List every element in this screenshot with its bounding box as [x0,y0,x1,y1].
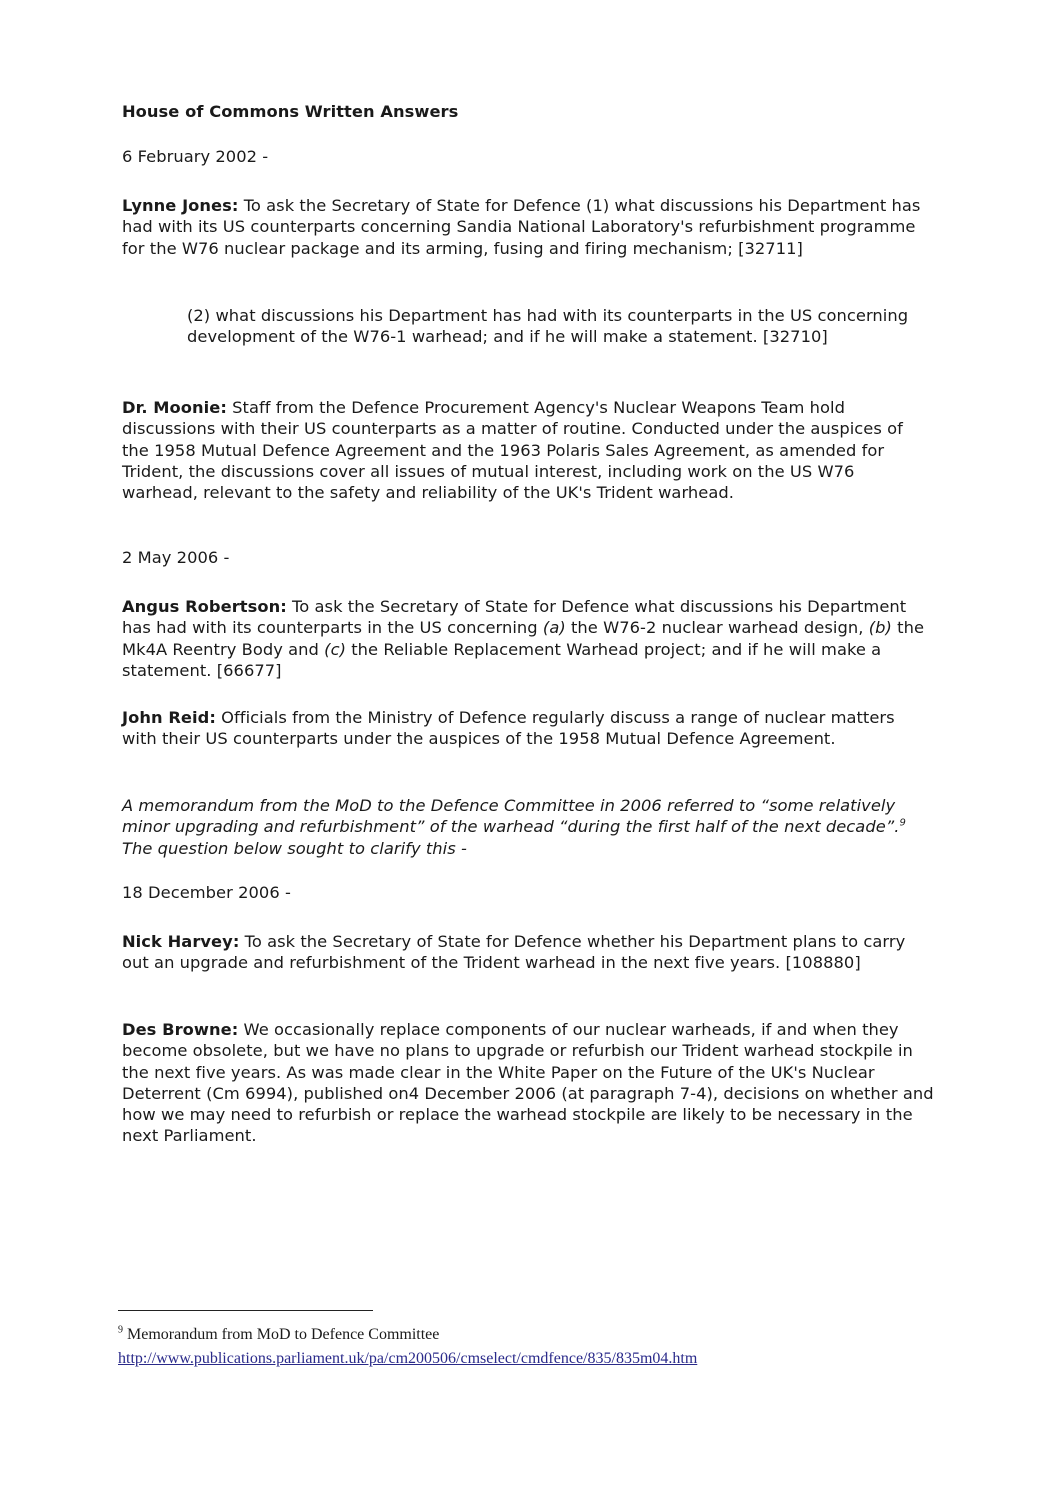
question-paragraph [122,195,934,259]
speaker-name: John Reid: [122,708,216,727]
date-heading: 2 May 2006 - [122,548,230,567]
editorial-note [122,795,934,859]
speaker-name: Angus Robertson: [122,597,287,616]
document-title: House of Commons Written Answers [122,102,459,121]
footnote-text: Memorandum from MoD to Defence Committee [127,1326,440,1343]
question-paragraph [122,596,934,681]
answer-text: Officials from the Ministry of Defence regularly discuss a range of nuclear matters with their US counterparts under the auspices of the 1958 Mutual Defence Agreement. [122,708,895,749]
footnote-divider [118,1310,373,1311]
speaker-name: Lynne Jones: [122,196,239,215]
answer-text: Staff from the Defence Procurement Agency's Nuclear Weapons Team hold discussions with their US counterparts as a matter of routine. Conducted under the auspices of the 1958 Mutual Defence Agreement and the 1963 Polaris Sales Agreement, as amended for Trident, the discussions cover all issues of mutual interest, including work on the US W76 warhead, relevant to the safety and reliability of the UK's Trident warhead. [122,398,903,503]
footnote-reference: 9 [899,817,906,829]
footnote-number: 9 [118,1324,123,1336]
footnote [118,1325,818,1345]
date-heading: 6 February 2002 - [122,147,269,166]
question-text: the Reliable Replacement Warhead project; and if he will make a statement. [66677] [122,639,882,680]
question-paragraph [122,931,934,974]
question-text: the W76-2 nuclear warhead design, [571,618,864,638]
answer-text: We occasionally replace components of our nuclear warheads, if and when they become obsolete, but we have no plans to upgrade or refurbish our Trident warhead stockpile in the next five years. As was made clear in the White Paper on the Future of the UK's Nuclear Deterrent (Cm 6994), published on4 December 2006 (at paragraph 7-4), decisions on whether and how we may need to refurbish or replace the warhead stockpile are likely to be necessary in the next Parliament. [122,1020,934,1146]
answer-paragraph [122,1019,934,1147]
question-text: To ask the Secretary of State for Defence whether his Department plans to carry out an upgrade and refurbishment of the Trident warhead in the next five years. [108880] [122,932,906,973]
list-marker: (b) [868,618,892,638]
question-text: To ask the Secretary of State for Defence (1) what discussions his Department has had with its US counterparts concerning Sandia National Laboratory's refurbishment programme for the W76 nuclear package and its arming, fusing and firing mechanism; [32711] [122,196,921,258]
note-text: A memorandum from the MoD to the Defence Committee in 2006 referred to “some relatively minor upgrading and refurbishment” of the warhead “during the first half of the next decade”. [122,796,900,837]
question-text: the Mk4A Reentry Body and [122,618,925,659]
question-part-2: (2) what discussions his Department has had with its counterparts in the US concerning development of the W76-1 warhead; and if he will make a statement. [32710] [187,306,909,347]
note-text: The question below sought to clarify this - [122,838,467,858]
list-marker: (c) [324,639,346,659]
footnote-link[interactable]: http://www.publications.parliament.uk/pa/cm200506/cmselect/cmdfence/835/835m04.htm [118,1350,698,1367]
answer-paragraph [122,707,934,750]
answer-paragraph [122,397,934,503]
speaker-name: Dr. Moonie: [122,398,227,417]
list-marker: (a) [542,618,566,638]
question-text: To ask the Secretary of State for Defence what discussions his Department has had with its counterparts in the US concerning [122,597,907,638]
date-heading: 18 December 2006 - [122,883,291,902]
speaker-name: Nick Harvey: [122,932,240,951]
speaker-name: Des Browne: [122,1020,239,1039]
